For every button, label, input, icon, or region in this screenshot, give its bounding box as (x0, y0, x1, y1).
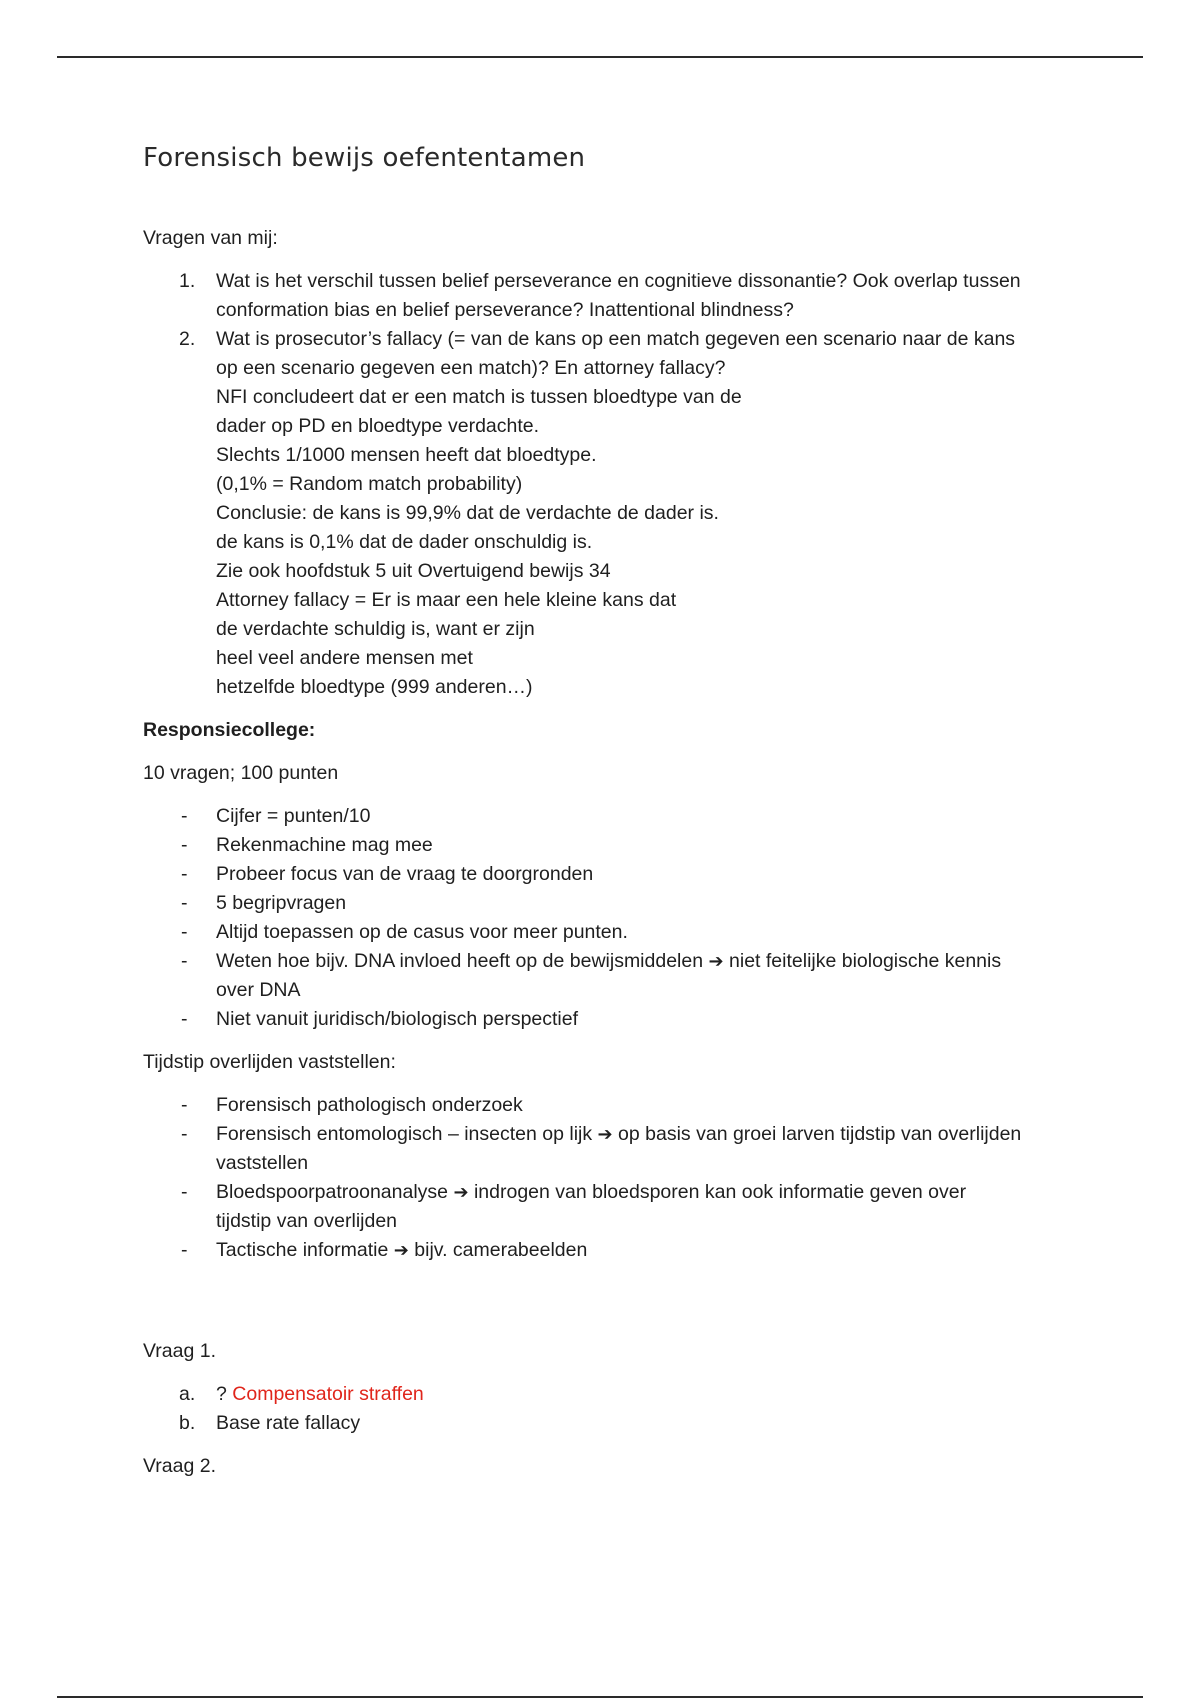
text-line: de verdachte schuldig is, want er zijn (216, 618, 535, 640)
list-item (143, 831, 1103, 860)
list-item (143, 325, 1103, 702)
text-line: Wat is het verschil tussen belief perseverance en cognitieve dissonantie? Ook overlap tussen (216, 270, 1021, 292)
item-text: Niet vanuit juridisch/biologisch perspectief (216, 1008, 579, 1030)
item-text: Tactische informatie (216, 1239, 389, 1261)
list-item (143, 1178, 1103, 1236)
bullet-dash: - (181, 834, 188, 856)
document-title: Forensisch bewijs oefententamen (143, 143, 586, 173)
item-text: Forensisch pathologisch onderzoek (216, 1094, 523, 1116)
bullet-dash: - (181, 1181, 188, 1203)
bullet-dash: - (181, 892, 188, 914)
bullet-dash: - (181, 1239, 188, 1261)
list-item (143, 1091, 1103, 1120)
list-item (143, 1236, 1103, 1265)
list-item (143, 802, 1103, 831)
right-arrow-icon: ➔ (597, 1124, 613, 1145)
item-text: Bloedspoorpatroonanalyse (216, 1181, 449, 1203)
item-text: Cijfer = punten/10 (216, 805, 371, 827)
text-line: conformation bias en belief perseverance? Inattentional blindness? (216, 299, 794, 321)
text-line: hetzelfde bloedtype (999 anderen…) (216, 676, 533, 698)
right-arrow-icon: ➔ (708, 951, 724, 972)
text-line: Attorney fallacy = Er is maar een hele kleine kans dat (216, 589, 677, 611)
item-text: Rekenmachine mag mee (216, 834, 433, 856)
item-text: 5 begripvragen (216, 892, 347, 914)
spacer (143, 1279, 1103, 1337)
item-text-continuation: tijdstip van overlijden (216, 1210, 398, 1232)
list-number: 1. (179, 270, 196, 292)
item-text: bijv. camerabeelden (414, 1239, 588, 1261)
item-text-continuation: vaststellen (216, 1152, 309, 1174)
list-item (143, 889, 1103, 918)
item-text: Weten hoe bijv. DNA invloed heeft op de bewijsmiddelen (216, 950, 704, 972)
text-line: op een scenario gegeven een match)? En attorney fallacy? (216, 357, 726, 379)
list-item (143, 267, 1103, 325)
right-arrow-icon: ➔ (393, 1240, 409, 1261)
tijdstip-list (143, 1091, 1103, 1265)
list-item (143, 1005, 1103, 1034)
vragen-list (143, 267, 1103, 702)
item-text: niet feitelijke biologische kennis (729, 950, 1002, 972)
item-text: Forensisch entomologisch – insecten op lijk (216, 1123, 593, 1145)
item-text: op basis van groei larven tijdstip van overlijden (618, 1123, 1022, 1145)
text-line: NFI concludeert dat er een match is tussen bloedtype van de (216, 386, 742, 408)
list-item (143, 860, 1103, 889)
section-heading-responsiecollege: Responsiecollege: (143, 719, 316, 741)
responsiecollege-summary: 10 vragen; 100 punten (143, 762, 339, 784)
vraag1-list (143, 1380, 1103, 1438)
bullet-dash: - (181, 1094, 188, 1116)
list-item (143, 918, 1103, 947)
highlighted-answer: Compensatoir straffen (232, 1383, 424, 1405)
section-heading-tijdstip: Tijdstip overlijden vaststellen: (143, 1051, 396, 1073)
item-text: indrogen van bloedsporen kan ook informatie geven over (473, 1181, 967, 1203)
list-number: 2. (179, 328, 196, 350)
footer-rule (57, 1696, 1143, 1698)
list-item (143, 1380, 1103, 1409)
right-arrow-icon: ➔ (453, 1182, 469, 1203)
list-item (143, 1120, 1103, 1178)
text-line: Slechts 1/1000 mensen heeft dat bloedtype. (216, 444, 597, 466)
text-line: Wat is prosecutor’s fallacy (= van de kans op een match gegeven een scenario naar de kans (216, 328, 1016, 350)
list-item (143, 947, 1103, 1005)
text-line: Conclusie: de kans is 99,9% dat de verdachte de dader is. (216, 502, 719, 524)
text-line: dader op PD en bloedtype verdachte. (216, 415, 540, 437)
text-line: (0,1% = Random match probability) (216, 473, 523, 495)
bullet-dash: - (181, 1123, 188, 1145)
bullet-dash: - (181, 950, 188, 972)
item-text-continuation: over DNA (216, 979, 301, 1001)
list-letter: b. (179, 1412, 196, 1434)
section-heading-vraag1: Vraag 1. (143, 1340, 216, 1362)
question-mark-prefix: ? (216, 1383, 227, 1405)
responsiecollege-list (143, 802, 1103, 1034)
bullet-dash: - (181, 863, 188, 885)
section-heading-vragen: Vragen van mij: (143, 227, 278, 249)
header-rule (57, 56, 1143, 58)
item-text: Probeer focus van de vraag te doorgronden (216, 863, 594, 885)
section-heading-vraag2: Vraag 2. (143, 1455, 216, 1477)
list-item (143, 1409, 1103, 1438)
bullet-dash: - (181, 921, 188, 943)
text-line: Zie ook hoofdstuk 5 uit Overtuigend bewijs 34 (216, 560, 611, 582)
bullet-dash: - (181, 1008, 188, 1030)
document-page (143, 140, 1103, 1495)
text-line: de kans is 0,1% dat de dader onschuldig is. (216, 531, 593, 553)
item-text: Base rate fallacy (216, 1412, 361, 1434)
bullet-dash: - (181, 805, 188, 827)
text-line: heel veel andere mensen met (216, 647, 473, 669)
list-letter: a. (179, 1383, 196, 1405)
item-text: Altijd toepassen op de casus voor meer punten. (216, 921, 628, 943)
